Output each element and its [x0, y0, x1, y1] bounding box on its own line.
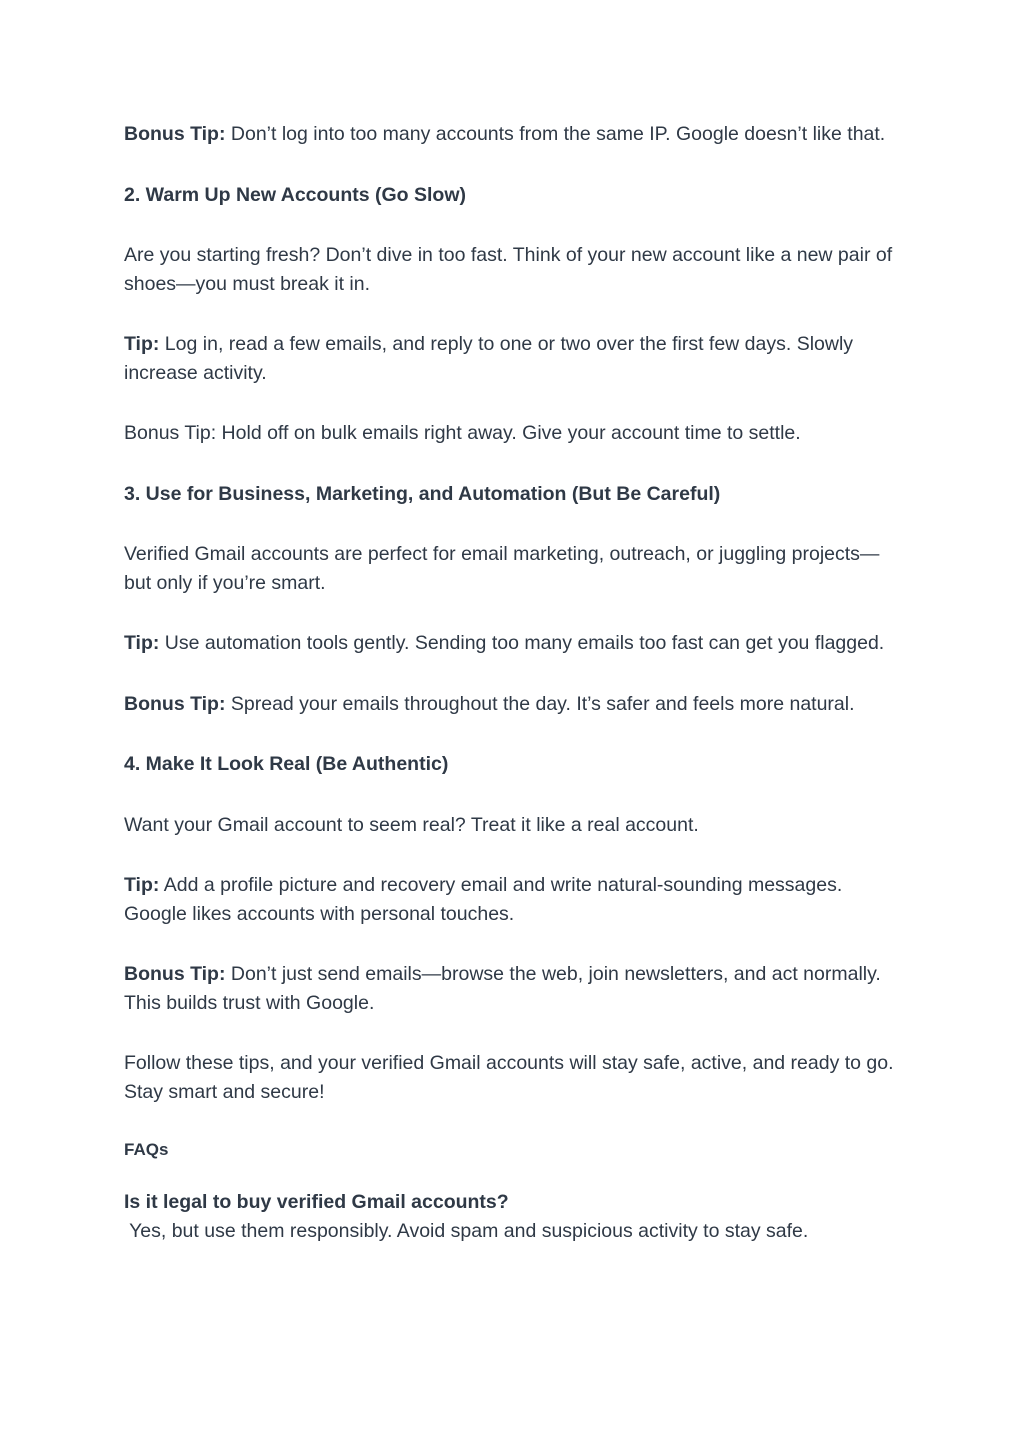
paragraph-tip-log-in	[124, 330, 904, 387]
paragraph-tip-profile	[124, 871, 904, 928]
paragraph-starting-fresh: Are you starting fresh? Don’t dive in too fast. Think of your new account like a new pair of shoes—you must break it in.	[124, 244, 893, 295]
bold-lead: Bonus Tip:	[124, 692, 226, 715]
bold-lead: Tip:	[124, 632, 160, 654]
section-heading-authentic: 4. Make It Look Real (Be Authentic)	[124, 753, 449, 775]
paragraph-tip-automation	[124, 629, 904, 658]
bold-lead: Tip:	[124, 333, 160, 355]
paragraph-text: Log in, read a few emails, and reply to one or two over the first few days. Slowly increase activity.	[124, 333, 854, 384]
paragraph-text: Spread your emails throughout the day. It’s safer and feels more natural.	[225, 692, 855, 715]
faq-answer: Yes, but use them responsibly. Avoid spam and suspicious activity to stay safe.	[124, 1219, 809, 1242]
paragraph-text: Add a profile picture and recovery email and write natural-sounding messages. Google likes accounts with personal touches.	[124, 874, 843, 925]
paragraph-bonus-tip-bulk: Bonus Tip: Hold off on bulk emails right away. Give your account time to settle.	[124, 422, 801, 444]
paragraph-text: Use automation tools gently. Sending too many emails too fast can get you flagged.	[159, 632, 885, 654]
paragraph-bonus-tip-ip	[124, 120, 904, 149]
paragraph-bonus-tip-spread	[124, 690, 904, 719]
paragraph-bonus-tip-browse	[124, 960, 904, 1017]
bold-lead: Tip:	[124, 874, 160, 896]
faq-item	[124, 1188, 904, 1245]
paragraph-text: Don’t just send emails—browse the web, join newsletters, and act normally. This builds trust with Google.	[124, 963, 881, 1014]
faq-question: Is it legal to buy verified Gmail accounts?	[124, 1191, 509, 1213]
section-heading-warm-up: 2. Warm Up New Accounts (Go Slow)	[124, 183, 467, 206]
section-heading-business: 3. Use for Business, Marketing, and Automation (But Be Careful)	[124, 482, 721, 505]
bold-lead: Bonus Tip:	[124, 123, 226, 145]
bold-lead: Bonus Tip:	[124, 963, 226, 985]
paragraph-conclusion: Follow these tips, and your verified Gmail accounts will stay safe, active, and ready to go. Stay smart and secure!	[124, 1052, 894, 1103]
document-body	[124, 120, 904, 1245]
faqs-heading: FAQs	[124, 1140, 169, 1159]
paragraph-seem-real: Want your Gmail account to seem real? Treat it like a real account.	[124, 813, 699, 836]
paragraph-verified-accounts: Verified Gmail accounts are perfect for email marketing, outreach, or juggling projects—but only if you’re smart.	[124, 543, 880, 594]
paragraph-text: Don’t log into too many accounts from the same IP. Google doesn’t like that.	[225, 123, 886, 145]
